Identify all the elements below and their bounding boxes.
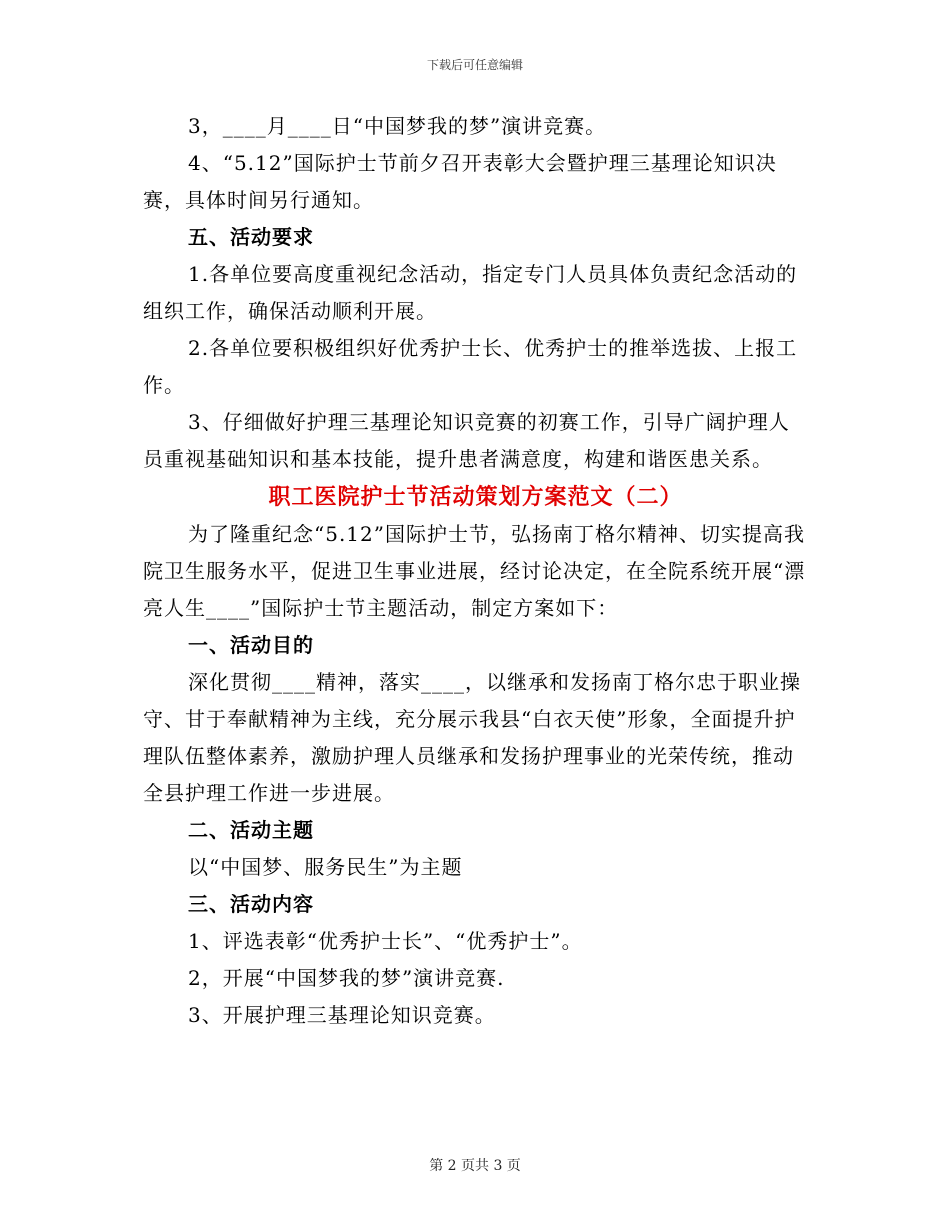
paragraph: 深化贯彻____精神，落实____，以继承和发扬南丁格尔忠于职业操守、甘于奉献精神为主线，充分展示我县“白衣天使”形象，全面提升护理队伍整体素养，激励护理人员继承和发扬护理事业的光荣传统，推动全县护理工作进一步进展。 bbox=[143, 670, 801, 805]
page-header: 下载后可任意编辑 bbox=[426, 58, 523, 72]
paragraph: 为了隆重纪念“5.12”国际护士节，弘扬南丁格尔精神、切实提高我院卫生服务水平，促进卫生事业进展，经讨论决定，在全院系统开展“漂亮人生____”国际护士节主题活动，制定方案如下： bbox=[143, 522, 806, 620]
document-title: 职工医院护士节活动策划方案范文（二） bbox=[268, 484, 683, 510]
list-item: 2，开展“中国梦我的梦”演讲竞赛. bbox=[188, 966, 505, 990]
paragraph: 以“中国梦、服务民生”为主题 bbox=[188, 855, 463, 879]
page-footer: 第 2 页共 3 页 bbox=[429, 1158, 521, 1174]
section-heading: 一、活动目的 bbox=[188, 633, 314, 657]
section-heading: 二、活动主题 bbox=[188, 818, 314, 842]
list-item: 1、评选表彰“优秀护士长”、“优秀护士”。 bbox=[188, 929, 583, 953]
paragraph: 1.各单位要高度重视纪念活动，指定专门人员具体负责纪念活动的组织工作，确保活动顺利开展。 bbox=[143, 262, 798, 323]
paragraph: 4、“5.12”国际护士节前夕召开表彰大会暨护理三基理论知识决赛，具体时间另行通知。 bbox=[143, 151, 777, 212]
section-heading: 三、活动内容 bbox=[188, 892, 314, 916]
paragraph: 3，____月____日“中国梦我的梦”演讲竞赛。 bbox=[188, 114, 607, 138]
paragraph: 2.各单位要积极组织好优秀护士长、优秀护士的推举选拔、上报工作。 bbox=[143, 336, 798, 397]
list-item: 3、开展护理三基理论知识竞赛。 bbox=[188, 1003, 496, 1027]
section-heading: 五、活动要求 bbox=[188, 225, 314, 249]
paragraph: 3、仔细做好护理三基理论知识竞赛的初赛工作，引导广阔护理人员重视基础知识和基本技能，提升患者满意度，构建和谐医患关系。 bbox=[143, 410, 790, 471]
document-body bbox=[143, 108, 808, 1034]
